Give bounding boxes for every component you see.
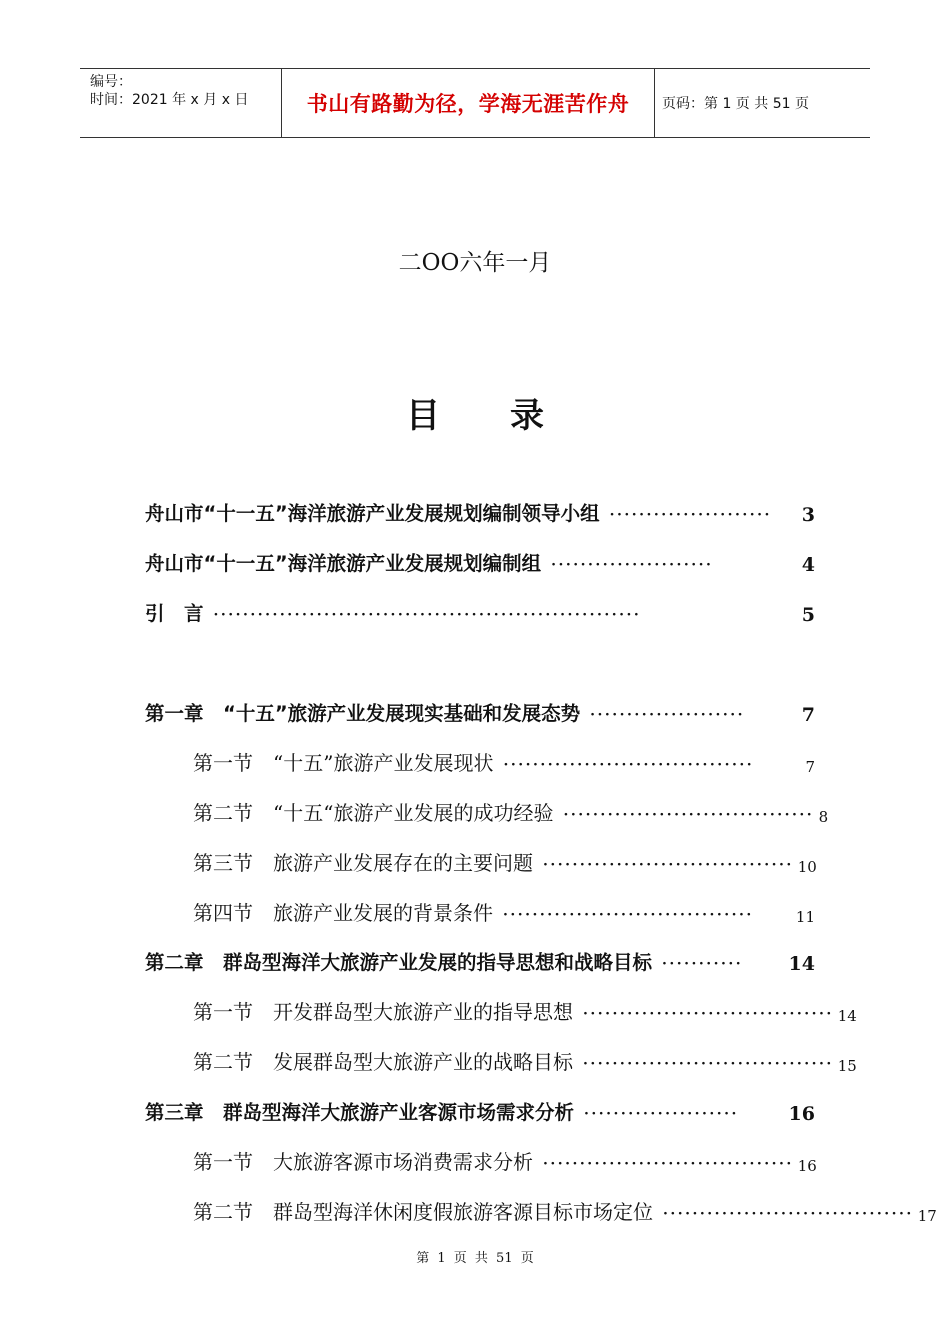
toc-leader-dots: ·································· <box>503 757 755 773</box>
toc-entry[interactable] <box>193 796 829 826</box>
toc-entry[interactable] <box>193 746 815 776</box>
toc-entry-text: 第二章 群岛型海洋大旅游产业发展的指导思想和战略目标 <box>145 951 653 974</box>
toc-entry[interactable] <box>193 846 815 876</box>
toc-entry[interactable] <box>193 995 857 1025</box>
toc-leader-dots: ·································· <box>583 1006 834 1022</box>
toc-page-number: 4 <box>801 554 815 576</box>
page-footer: 第 1 页 共 51 页 <box>416 1251 534 1266</box>
toc-page-number: 17 <box>917 1207 937 1225</box>
toc-page-number: 16 <box>797 1157 817 1175</box>
toc-title: 目录 <box>406 396 614 436</box>
toc-entry-text: 第一节 大旅游客源市场消费需求分析 <box>193 1150 533 1174</box>
toc-page-number: 5 <box>801 604 815 626</box>
toc-entry[interactable] <box>145 596 815 626</box>
toc-entry[interactable] <box>145 496 815 526</box>
motto-text: 书山有路勤为径，学海无涯苦作舟 <box>281 69 655 137</box>
toc-entry-text: 引 言 <box>145 602 204 625</box>
toc-entry-text: 第三节 旅游产业发展存在的主要问题 <box>193 851 533 875</box>
toc-entry[interactable] <box>193 896 815 926</box>
toc-entry-text: 第二节 发展群岛型大旅游产业的战略目标 <box>193 1050 573 1074</box>
toc-entry[interactable] <box>145 696 815 726</box>
toc-leader-dots: ······················ <box>609 507 772 523</box>
toc-page-number: 7 <box>805 758 815 776</box>
time-label: 时间：2021 年 x 月 x 日 <box>90 92 249 108</box>
toc-leader-dots: ·························································· <box>213 607 642 623</box>
toc-entry-text: 第二节 群岛型海洋休闲度假旅游客源目标市场定位 <box>193 1200 653 1224</box>
toc-page-number: 14 <box>837 1007 857 1025</box>
toc-entry[interactable] <box>145 1095 815 1125</box>
toc-leader-dots: ······················ <box>551 557 714 573</box>
header-meta-cell <box>80 69 280 137</box>
date-line: 二OO六年一月 <box>398 250 552 276</box>
page-info: 页码：第 1 页 共 51 页 <box>662 96 809 112</box>
toc-entry-text: 第二节 “十五“旅游产业发展的成功经验 <box>193 801 554 825</box>
toc-leader-dots: ··········· <box>662 956 744 972</box>
toc-leader-dots: ·································· <box>583 1056 834 1072</box>
toc-entry[interactable] <box>193 1045 857 1075</box>
toc-leader-dots: ·································· <box>503 907 754 923</box>
toc-page-number: 15 <box>837 1057 857 1075</box>
toc-entry[interactable] <box>145 945 815 975</box>
toc-entry-text: 第一节 开发群岛型大旅游产业的指导思想 <box>193 1000 573 1024</box>
toc-entry-text: 第一章 “十五”旅游产业发展现实基础和发展态势 <box>145 702 581 725</box>
toc-entry[interactable] <box>193 1145 815 1175</box>
toc-leader-dots: ·································· <box>543 1156 794 1172</box>
toc-page-number: 10 <box>797 858 817 876</box>
toc-page-number: 8 <box>818 808 829 826</box>
number-label: 编号： <box>90 74 132 90</box>
toc-entry-text: 第四节 旅游产业发展的背景条件 <box>193 901 493 925</box>
toc-entry-text: 舟山市“十一五”海洋旅游产业发展规划编制组 <box>145 552 542 575</box>
toc-entry[interactable] <box>193 1195 937 1225</box>
toc-leader-dots: ·································· <box>543 857 794 873</box>
toc-entry-text: 第三章 群岛型海洋大旅游产业客源市场需求分析 <box>145 1101 575 1124</box>
toc-leader-dots: ····················· <box>590 707 745 723</box>
toc-leader-dots: ····················· <box>584 1106 739 1122</box>
toc-page-number: 16 <box>788 1103 815 1125</box>
document-header <box>80 68 870 138</box>
toc-leader-dots: ·································· <box>663 1206 914 1222</box>
toc-page-number: 7 <box>801 704 815 726</box>
toc-entry[interactable] <box>145 546 815 576</box>
toc-page-number: 14 <box>788 953 815 975</box>
toc-entry-text: 第一节 “十五”旅游产业发展现状 <box>193 751 494 775</box>
toc-page-number: 3 <box>801 504 815 526</box>
toc-entry-text: 舟山市“十一五”海洋旅游产业发展规划编制领导小组 <box>145 502 600 525</box>
toc-page-number: 11 <box>795 908 815 926</box>
toc-leader-dots: ·································· <box>563 807 815 823</box>
